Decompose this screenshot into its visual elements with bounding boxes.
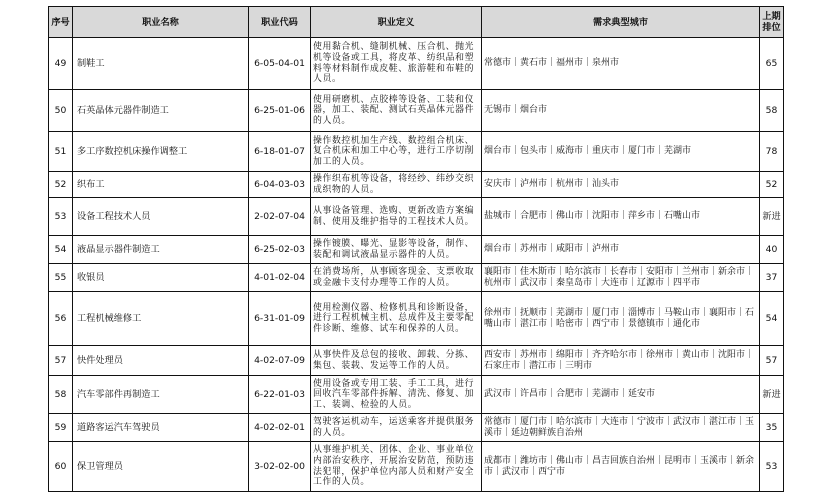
cell-seq: 54 (49, 236, 73, 264)
cell-code: 6-25-01-06 (249, 90, 311, 132)
cell-rank: 37 (760, 264, 784, 292)
header-code: 职业代码 (249, 7, 311, 38)
cell-name: 收银员 (73, 264, 249, 292)
cell-name: 道路客运汽车驾驶员 (73, 414, 249, 442)
table-row (49, 292, 784, 346)
header-definition: 职业定义 (311, 7, 482, 38)
header-prev-rank-line1: 上期 (762, 11, 781, 22)
header-name: 职业名称 (73, 7, 249, 38)
cell-name: 保卫管理员 (73, 442, 249, 492)
cell-code: 6-22-01-03 (249, 376, 311, 414)
cell-code: 6-04-03-03 (249, 172, 311, 198)
table-row (49, 442, 784, 492)
cell-code: 6-05-04-01 (249, 38, 311, 90)
cell-seq: 52 (49, 172, 73, 198)
cell-seq: 60 (49, 442, 73, 492)
cell-rank: 35 (760, 414, 784, 442)
cell-name: 石英晶体元器件制造工 (73, 90, 249, 132)
cell-definition: 从事设备管理、选购、更新改造方案编制、使用及维护指导的工程技术人员。 (311, 198, 482, 236)
cell-code: 2-02-07-04 (249, 198, 311, 236)
table-row (49, 132, 784, 172)
cell-cities: 烟台市｜包头市｜威海市｜重庆市｜厦门市｜芜湖市 (482, 132, 760, 172)
cell-code: 6-25-02-03 (249, 236, 311, 264)
cell-code: 6-18-01-07 (249, 132, 311, 172)
cell-definition: 使用设备或专用工装、手工工具，进行回收汽车零部件拆解、清洗、修复、加工、装调、检验的人员。 (311, 376, 482, 414)
cell-seq: 50 (49, 90, 73, 132)
cell-code: 4-01-02-04 (249, 264, 311, 292)
cell-cities: 西安市｜苏州市｜绵阳市｜齐齐哈尔市｜徐州市｜黄山市｜沈阳市｜石家庄市｜潜江市｜三明市 (482, 346, 760, 376)
header-prev-rank (760, 7, 784, 38)
table-header-row (49, 7, 784, 38)
table-row (49, 264, 784, 292)
cell-cities: 武汉市｜许昌市｜合肥市｜芜湖市｜延安市 (482, 376, 760, 414)
cell-name: 液晶显示器件制造工 (73, 236, 249, 264)
cell-code: 6-31-01-09 (249, 292, 311, 346)
cell-definition: 操作镀膜、曝光、显影等设备，制作、装配和调试液晶显示器件的人员。 (311, 236, 482, 264)
table-row (49, 376, 784, 414)
cell-rank: 54 (760, 292, 784, 346)
cell-seq: 55 (49, 264, 73, 292)
cell-name: 织布工 (73, 172, 249, 198)
cell-definition: 使用黏合机、缝制机械、压合机、抛光机等设备或工具，将皮革、纺织品和塑料等材料制作成皮鞋、旅游鞋和布鞋的人员。 (311, 38, 482, 90)
cell-name: 汽车零部件再制造工 (73, 376, 249, 414)
header-cities: 需求典型城市 (482, 7, 760, 38)
table-row (49, 346, 784, 376)
cell-rank: 52 (760, 172, 784, 198)
occupation-demand-table (48, 6, 784, 492)
cell-code: 3-02-02-00 (249, 442, 311, 492)
cell-code: 4-02-07-09 (249, 346, 311, 376)
cell-definition: 操作数控机加生产线、数控组合机床、复合机床和加工中心等，进行工序切削加工的人员。 (311, 132, 482, 172)
cell-seq: 59 (49, 414, 73, 442)
cell-cities: 盐城市｜合肥市｜佛山市｜沈阳市｜萍乡市｜石嘴山市 (482, 198, 760, 236)
cell-name: 设备工程技术人员 (73, 198, 249, 236)
cell-seq: 49 (49, 38, 73, 90)
header-seq: 序号 (49, 7, 73, 38)
cell-definition: 从事快件及总包的接收、卸载、分拣、集包、装载、发运等工作的人员。 (311, 346, 482, 376)
cell-cities: 成都市｜潍坊市｜佛山市｜昌吉回族自治州｜昆明市｜玉溪市｜新余市｜武汉市｜西宁市 (482, 442, 760, 492)
cell-cities: 常德市｜黄石市｜福州市｜泉州市 (482, 38, 760, 90)
cell-cities: 烟台市｜苏州市｜咸阳市｜泸州市 (482, 236, 760, 264)
cell-rank: 65 (760, 38, 784, 90)
table-row (49, 198, 784, 236)
cell-cities: 襄阳市｜佳木斯市｜哈尔滨市｜长春市｜安阳市｜兰州市｜新余市｜杭州市｜武汉市｜秦皇岛市｜大连市｜辽源市｜四平市 (482, 264, 760, 292)
cell-definition: 在消费场所，从事顾客现金、支票收取或金融卡支付办理等工作的人员。 (311, 264, 482, 292)
table-row (49, 414, 784, 442)
cell-definition: 使用研磨机、点胶棒等设备、工装和仪器，加工、装配、测试石英晶体元器件的人员。 (311, 90, 482, 132)
cell-rank: 新进 (760, 198, 784, 236)
cell-name: 制鞋工 (73, 38, 249, 90)
cell-definition: 驾驶客运机动车，运送乘客并提供服务的人员。 (311, 414, 482, 442)
cell-cities: 无锡市｜烟台市 (482, 90, 760, 132)
cell-rank: 新进 (760, 376, 784, 414)
cell-rank: 40 (760, 236, 784, 264)
cell-definition: 从事维护机关、团体、企业、事业单位内部治安秩序，开展治安防范，预防违法犯罪，保护单位内部人员和财产安全工作的人员。 (311, 442, 482, 492)
cell-cities: 安庆市｜泸州市｜杭州市｜汕头市 (482, 172, 760, 198)
cell-cities: 徐州市｜抚顺市｜芜湖市｜厦门市｜淄博市｜马鞍山市｜襄阳市｜石嘴山市｜湛江市｜哈密市｜西宁市｜景德镇市｜通化市 (482, 292, 760, 346)
cell-seq: 58 (49, 376, 73, 414)
table-row (49, 172, 784, 198)
cell-name: 工程机械维修工 (73, 292, 249, 346)
cell-name: 多工序数控机床操作调整工 (73, 132, 249, 172)
table-row (49, 38, 784, 90)
cell-code: 4-02-02-01 (249, 414, 311, 442)
header-prev-rank-line2: 排位 (762, 22, 781, 33)
cell-seq: 53 (49, 198, 73, 236)
table-row (49, 236, 784, 264)
occupation-table-container (48, 6, 783, 492)
cell-rank: 78 (760, 132, 784, 172)
cell-seq: 57 (49, 346, 73, 376)
cell-rank: 53 (760, 442, 784, 492)
cell-definition: 操作织布机等设备，将经纱、纬纱交织成织物的人员。 (311, 172, 482, 198)
cell-name: 快件处理员 (73, 346, 249, 376)
cell-cities: 常德市｜厦门市｜哈尔滨市｜大连市｜宁波市｜武汉市｜湛江市｜玉溪市｜延边朝鲜族自治州 (482, 414, 760, 442)
cell-seq: 56 (49, 292, 73, 346)
cell-rank: 58 (760, 90, 784, 132)
table-row (49, 90, 784, 132)
cell-rank: 57 (760, 346, 784, 376)
cell-definition: 使用检测仪器、检修机具和诊断设备，进行工程机械主机、总成件及主要零配件诊断、维修、试车和保养的人员。 (311, 292, 482, 346)
cell-seq: 51 (49, 132, 73, 172)
